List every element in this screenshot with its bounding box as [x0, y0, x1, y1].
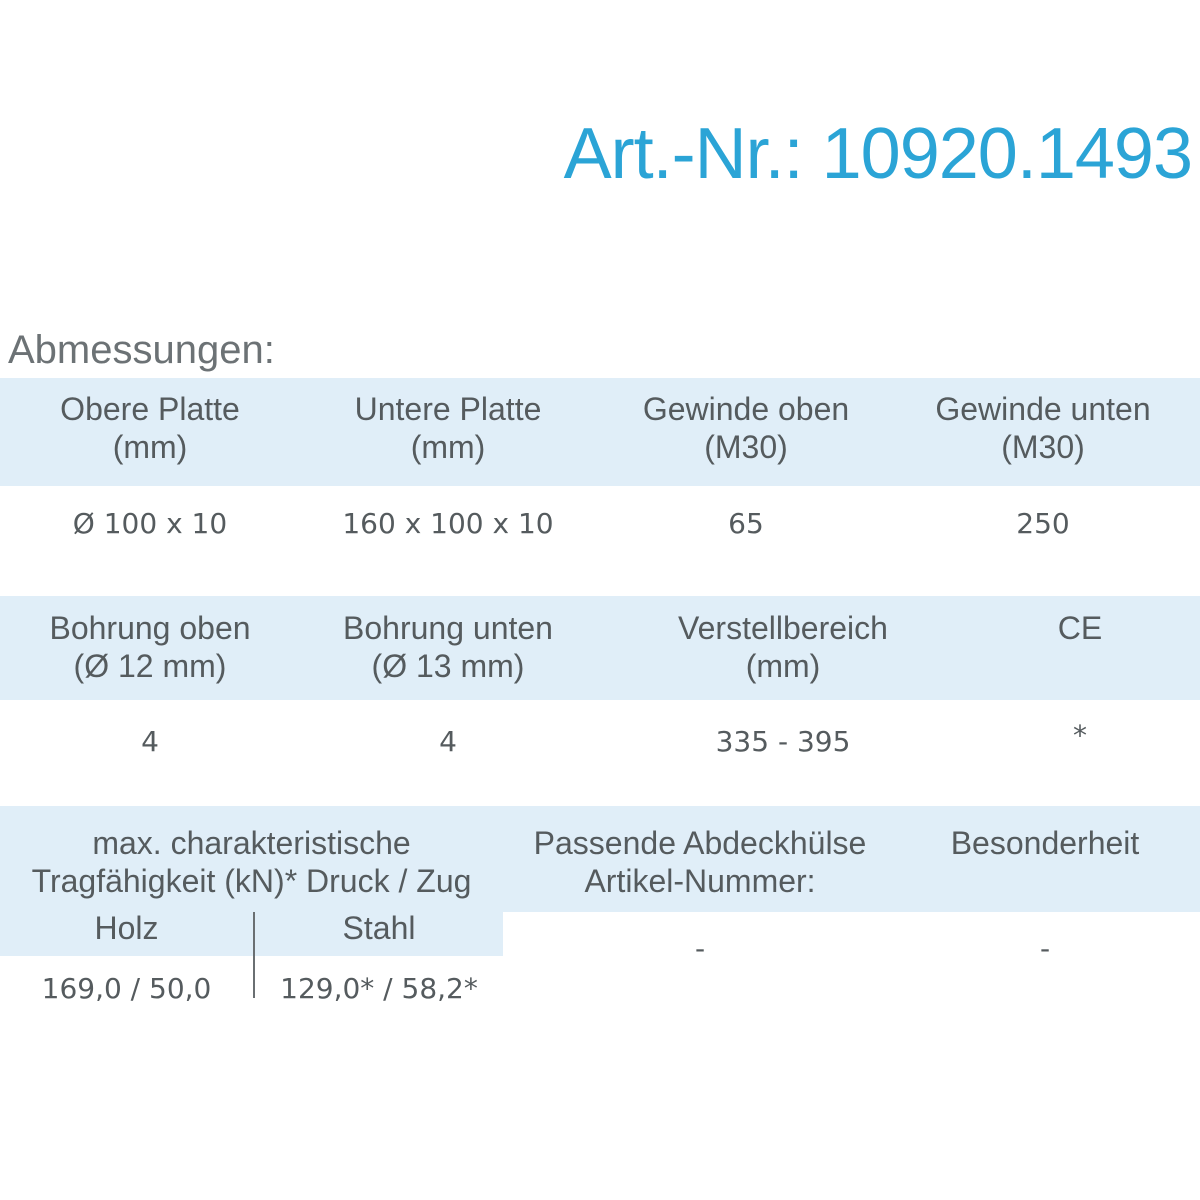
table2-value-ce: *: [1073, 719, 1087, 752]
table2-value-hole-top: 4: [141, 725, 159, 758]
table1-header-lower-plate: Untere Platte (mm): [354, 391, 542, 465]
table1-value-upper-plate: Ø 100 x 10: [72, 507, 228, 540]
article-number: Art.-Nr.: 10920.1493: [563, 114, 1192, 194]
table3-header-special-feature: Besonderheit: [950, 825, 1140, 861]
table2-header-hole-bottom: Bohrung unten (Ø 13 mm): [343, 610, 553, 684]
table3-header-cover-sleeve: Passende Abdeckhülse Artikel-Nummer:: [533, 825, 867, 899]
table1-header-upper-plate: Obere Platte (mm): [60, 391, 240, 465]
table1-value-thread-bottom: 250: [1016, 507, 1070, 540]
table2-header-hole-top: Bohrung oben (Ø 12 mm): [49, 610, 251, 684]
table2-value-adjustment-range: 335 - 395: [715, 725, 851, 758]
table1-value-lower-plate: 160 x 100 x 10: [342, 507, 554, 540]
table3-subheader-steel: Stahl: [342, 910, 416, 946]
table3-value-wood: 169,0 / 50,0: [41, 972, 212, 1005]
table1-header-thread-bottom: Gewinde unten (M30): [935, 391, 1151, 465]
table2-header-adjustment-range: Verstellbereich (mm): [678, 610, 888, 684]
table2-value-hole-bottom: 4: [439, 725, 457, 758]
table3-value-steel: 129,0* / 58,2*: [280, 972, 478, 1005]
table3-value-cover-sleeve: -: [694, 932, 706, 965]
table1-value-thread-top: 65: [728, 507, 764, 540]
table3-header-load-capacity: max. charakteristische Tragfähigkeit (kN)* Druck / Zug: [31, 825, 472, 899]
table3-subheader-wood: Holz: [94, 910, 159, 946]
section-title: Abmessungen:: [8, 328, 275, 372]
table3-value-special-feature: -: [1039, 932, 1051, 965]
table1-header-thread-top: Gewinde oben (M30): [642, 391, 850, 465]
table2-header-ce: CE: [1057, 610, 1103, 646]
